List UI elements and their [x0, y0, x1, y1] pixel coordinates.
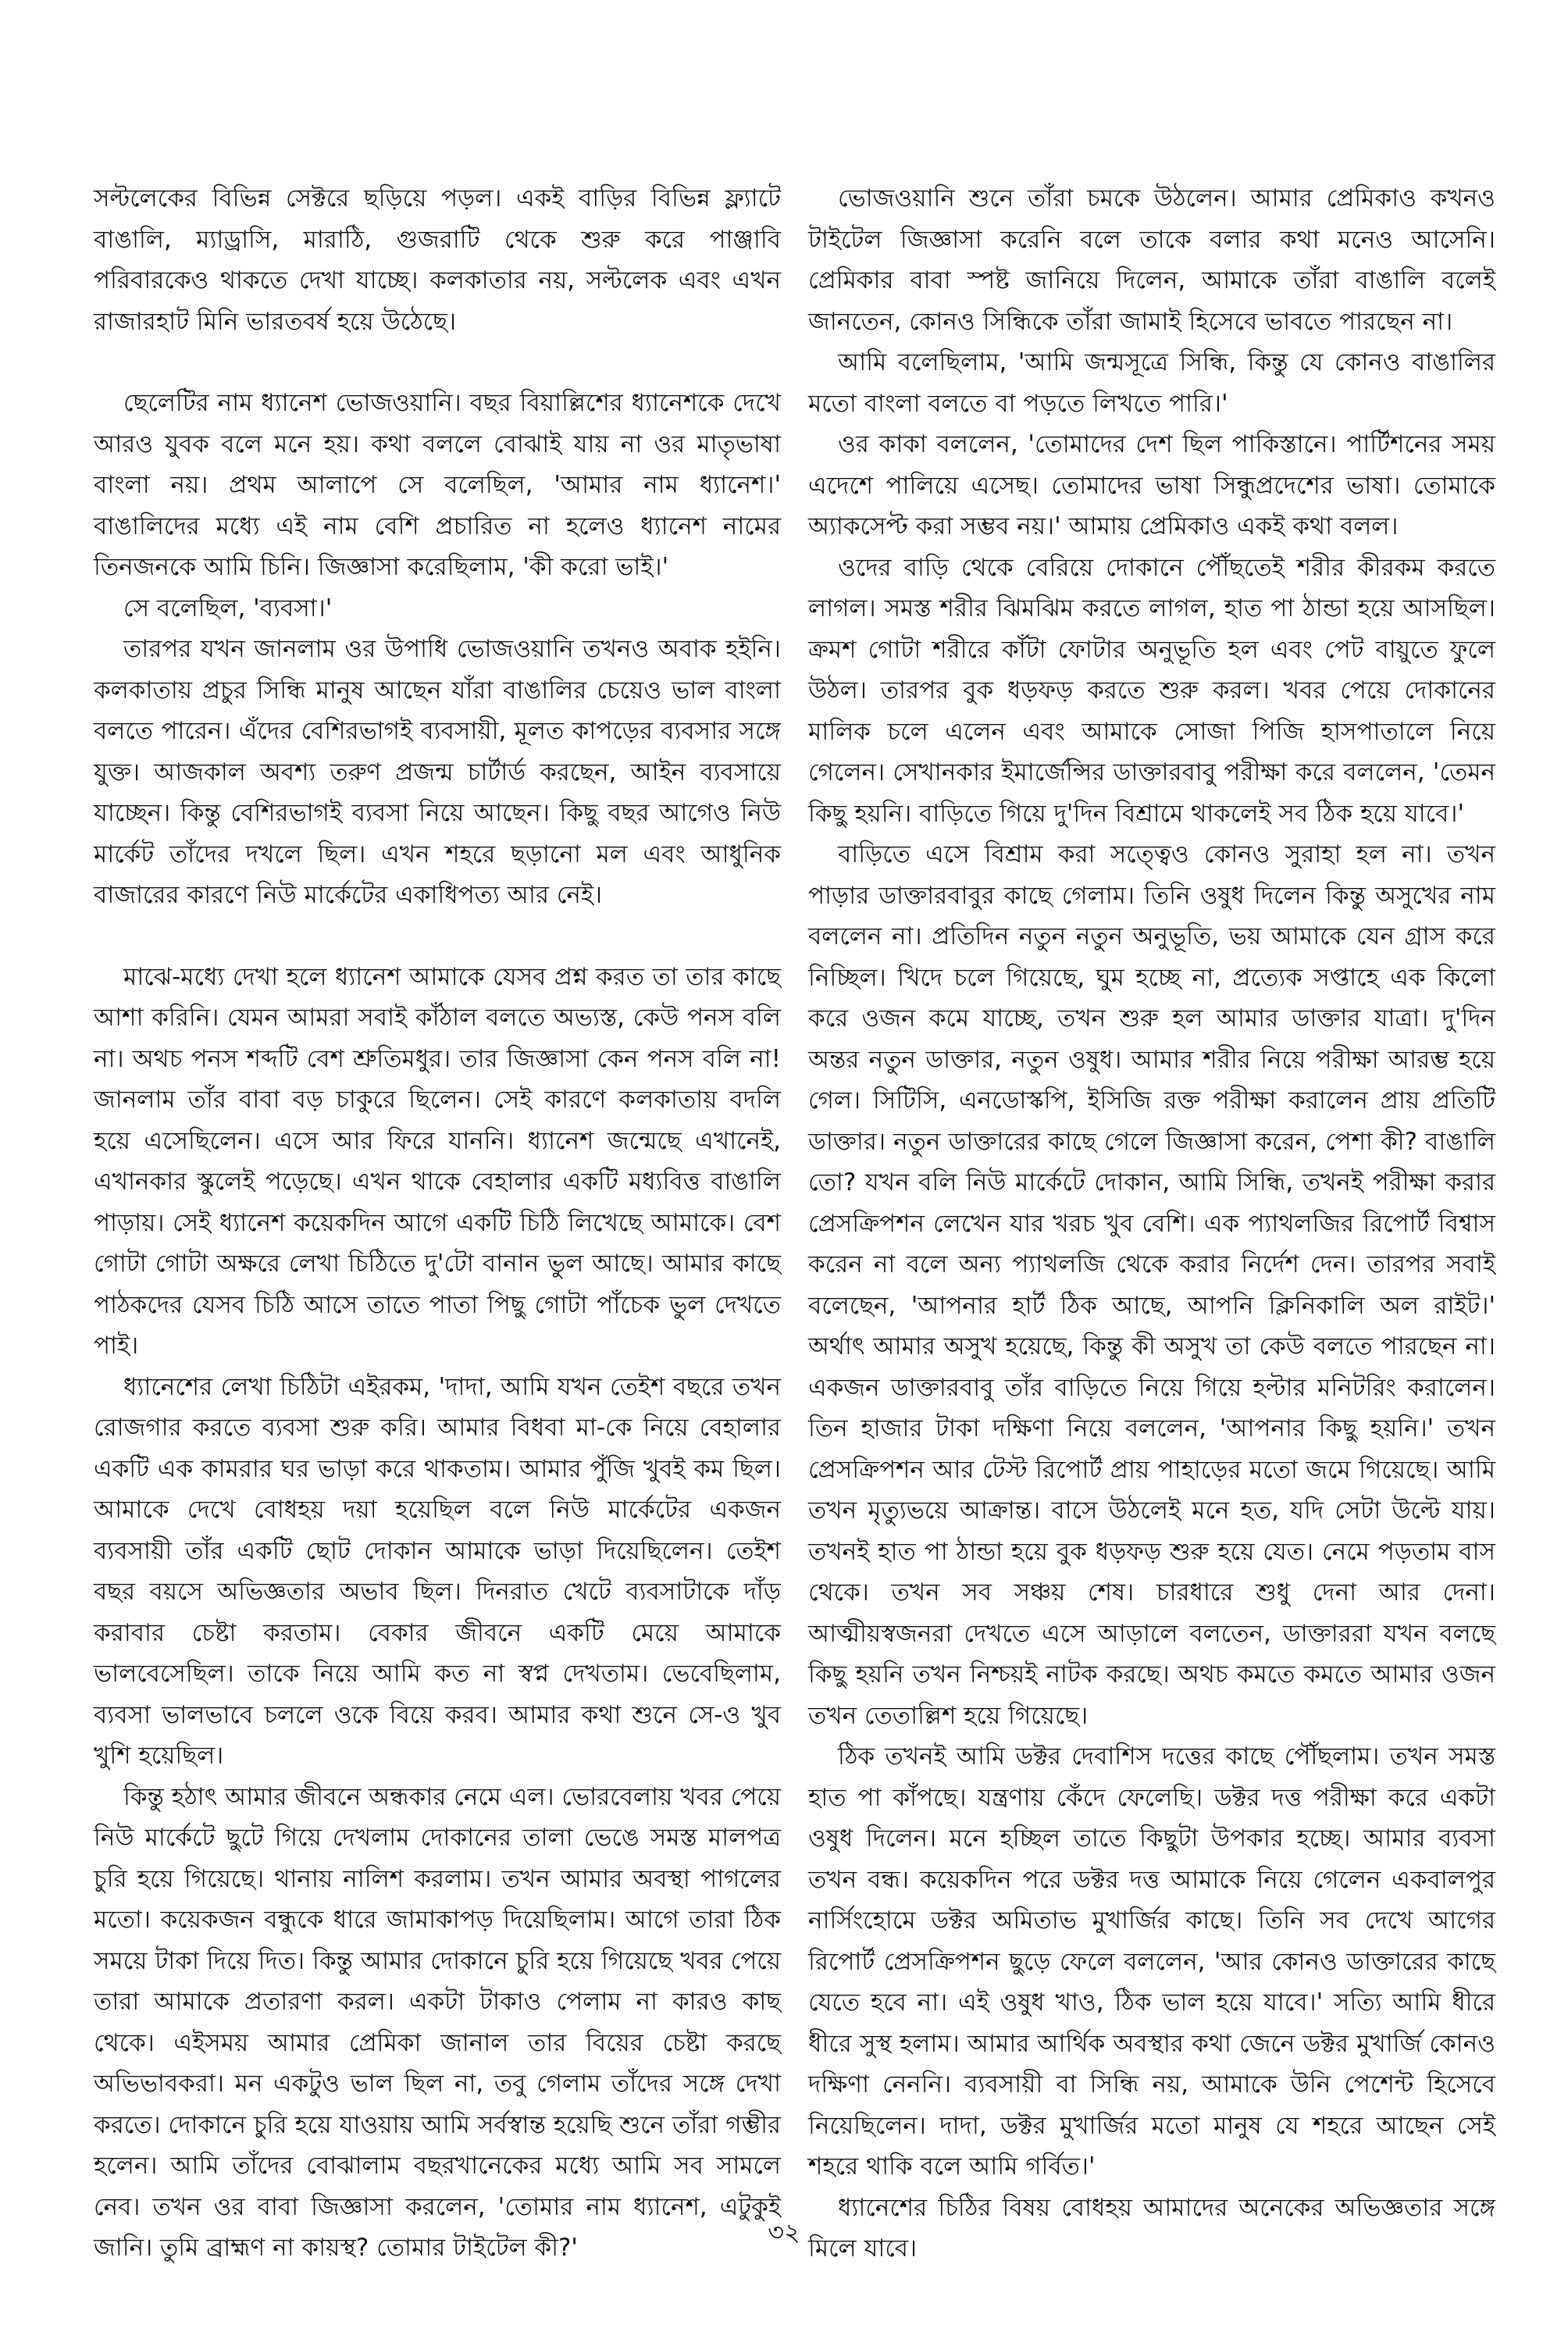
left-text-column	[94, 178, 781, 2269]
paragraph: বাড়িতে এসে বিশ্রাম করা সত্ত্বেও কোনও সুরাহা হল না। তখন পাড়ার ডাক্তারবাবুর কাছে গেলাম। তিনি ওষুধ দিলেন কিন্তু অসুখের নাম বললেন না। প্রতিদিন নতুন নতুন অনুভূতি, ভয় আমাকে যেন গ্রাস করে নিচ্ছিল। খিদে চলে গিয়েছে, ঘুম হচ্ছে না, প্রত্যেক সপ্তাহে এক কিলো করে ওজন কমে যাচ্ছে, তখন শুরু হল আমার ডাক্তার যাত্রা। দু'দিন অন্তর নতুন ডাক্তার, নতুন ওষুধ। আমার শরীর নিয়ে পরীক্ষা আরম্ভ হয়ে গেল। সিটিসি, এনডোস্কপি, ইসিজি রক্ত পরীক্ষা করালেন প্রায় প্রতিটি ডাক্তার। নতুন ডাক্তারের কাছে গেলে জিজ্ঞাসা করেন, পেশা কী? বাঙালি তো? যখন বলি নিউ মার্কেটে দোকান, আমি সিন্ধি, তখনই পরীক্ষা করার প্রেসক্রিপশন লেখেন যার খরচ খুব বেশি। এক প্যাথলজির রিপোর্ট বিশ্বাস করেন না বলে অন্য প্যাথলজি থেকে করার নির্দেশ দেন। তারপর সবাই বলেছেন, 'আপনার হার্ট ঠিক আছে, আপনি ক্লিনিকালি অল রাইট।' অর্থাৎ আমার অসুখ হয়েছে, কিন্তু কী অসুখ তা কেউ বলতে পারছেন না। একজন ডাক্তারবাবু তাঁর বাড়িতে নিয়ে গিয়ে হল্টার মনিটরিং করালেন। তিন হাজার টাকা দক্ষিণা নিয়ে বললেন, 'আপনার কিছু হয়নি।' তখন প্রেসক্রিপশন আর টেস্ট রিপোর্ট প্রায় পাহাড়ের মতো জমে গিয়েছে। আমি তখন মৃত্যুভয়ে আক্রান্ত। বাসে উঠলেই মনে হত, যদি সেটা উল্টে যায়। তখনই হাত পা ঠান্ডা হয়ে বুক ধড়ফড় শুরু হয়ে যেত। নেমে পড়তাম বাস থেকে। তখন সব সঞ্চয় শেষ। চারধারে শুধু দেনা আর দেনা। আত্মীয়স্বজনরা দেখতে এসে আড়ালে বলতেন, ডাক্তাররা যখন বলছে কিছু হয়নি তখন নিশ্চয়ই নাটক করছে। অথচ কমতে কমতে আমার ওজন তখন তেতাল্লিশ হয়ে গিয়েছে।	[808, 840, 1495, 1730]
page-number: ৩২	[768, 2217, 800, 2247]
paragraph: ধ্যানেশের লেখা চিঠিটা এইরকম, 'দাদা, আমি যখন তেইশ বছরে তখন রোজগার করতে ব্যবসা শুরু করি। আমার বিধবা মা-কে নিয়ে বেহালার একটি এক কামরার ঘর ভাড়া করে থাকতাম। আমার পুঁজি খুবই কম ছিল। আমাকে দেখে বোধহয় দয়া হয়েছিল বলে নিউ মার্কেটের একজন ব্যবসায়ী তাঁর একটি ছোট দোকান আমাকে ভাড়া দিয়েছিলেন। তেইশ বছর বয়সে অভিজ্ঞতার অভাব ছিল। দিনরাত খেটে ব্যবসাটাকে দাঁড় করাবার চেষ্টা করতাম। বেকার জীবনে একটি মেয়ে আমাকে ভালবেসেছিল। তাকে নিয়ে আমি কত না স্বপ্ন দেখতাম। ভেবেছিলাম, ব্যবসা ভালভাবে চললে ওকে বিয়ে করব। আমার কথা শুনে সে-ও খুব খুশি হয়েছিল।	[94, 1372, 781, 1770]
paragraph: সে বলেছিল, 'ব্যবসা।'	[123, 594, 333, 622]
paragraph: মাঝে-মধ্যে দেখা হলে ধ্যানেশ আমাকে যেসব প্রশ্ন করত তা তার কাছে আশা করিনি। যেমন আমরা সবাই কাঁঠাল বলতে অভ্যস্ত, কেউ পনস বলি না। অথচ পনস শব্দটি বেশ শ্রুতিমধুর। তার জিজ্ঞাসা কেন পনস বলি না! জানলাম তাঁর বাবা বড় চাকুরে ছিলেন। সেই কারণে কলকাতায় বদলি হয়ে এসেছিলেন। এসে আর ফিরে যাননি। ধ্যানেশ জন্মেছে এখানেই, এখানকার স্কুলেই পড়েছে। এখন থাকে বেহালার একটি মধ্যবিত্ত বাঙালি পাড়ায়। সেই ধ্যানেশ কয়েকদিন আগে একটি চিঠি লিখেছে আমাকে। বেশ গোটা গোটা অক্ষরে লেখা চিঠিতে দু'টো বানান ভুল আছে। আমার কাছে পাঠকদের যেসব চিঠি আসে তাতে পাতা পিছু গোটা পাঁচেক ভুল দেখতে পাই।	[94, 962, 781, 1360]
right-text-column	[808, 178, 1495, 2270]
paragraph: তারপর যখন জানলাম ওর উপাধি ভোজওয়ানি তখনও অবাক হইনি। কলকাতায় প্রচুর সিন্ধি মানুষ আছেন যাঁরা বাঙালির চেয়েও ভাল বাংলা বলতে পারেন। এঁদের বেশিরভাগই ব্যবসায়ী, মূলত কাপড়ের ব্যবসার সঙ্গে যুক্ত। আজকাল অবশ্য তরুণ প্রজন্ম চার্টার্ড করছেন, আইন ব্যবসায়ে যাচ্ছেন। কিন্তু বেশিরভাগই ব্যবসা নিয়ে আছেন। কিছু বছর আগেও নিউ মার্কেট তাঁদের দখলে ছিল। এখন শহরে ছড়ানো মল এবং আধুনিক বাজারের কারণে নিউ মার্কেটের একাধিপত্য আর নেই।	[94, 635, 781, 909]
paragraph: কিন্তু হঠাৎ আমার জীবনে অন্ধকার নেমে এল। ভোরবেলায় খবর পেয়ে নিউ মার্কেটে ছুটে গিয়ে দেখলাম দোকানের তালা ভেঙে সমস্ত মালপত্র চুরি হয়ে গিয়েছে। থানায় নালিশ করলাম। তখন আমার অবস্থা পাগলের মতো। কয়েকজন বন্ধুকে ধারে জামাকাপড় দিয়েছিলাম। আগে তারা ঠিক সময়ে টাকা দিয়ে দিত। কিন্তু আমার দোকানে চুরি হয়ে গিয়েছে খবর পেয়ে তারা আমাকে প্রতারণা করল। একটা টাকাও পেলাম না কারও কাছ থেকে। এইসময় আমার প্রেমিকা জানাল তার বিয়ের চেষ্টা করছে অভিভাবকরা। মন একটুও ভাল ছিল না, তবু গেলাম তাঁদের সঙ্গে দেখা করতে। দোকানে চুরি হয়ে যাওয়ায় আমি সর্বস্বান্ত হয়েছি শুনে তাঁরা গম্ভীর হলেন। আমি তাঁদের বোঝালাম বছরখানেকের মধ্যে আমি সব সামলে নেব। তখন ওর বাবা জিজ্ঞাসা করলেন, 'তোমার নাম ধ্যানেশ, এটুকুই জানি। তুমি ব্রাহ্মণ না কায়স্থ? তোমার টাইটেল কী?'	[94, 1782, 781, 2262]
paragraph: সল্টলেকের বিভিন্ন সেক্টরে ছড়িয়ে পড়ল। একই বাড়ির বিভিন্ন ফ্ল্যাটে বাঙালি, ম্যাড্রাসি, মারাঠি, গুজরাটি থেকে শুরু করে পাঞ্জাবি পরিবারকেও থাকতে দেখা যাচ্ছে। কলকাতার নয়, সল্টলেক এবং এখন রাজারহাট মিনি ভারতবর্ষ হয়ে উঠেছে।	[94, 184, 781, 336]
paragraph: আমি বলেছিলাম, 'আমি জন্মসূত্রে সিন্ধি, কিন্তু যে কোনও বাঙালির মতো বাংলা বলতে বা পড়তে লিখতে পারি।'	[808, 348, 1495, 418]
paragraph: ভোজওয়ানি শুনে তাঁরা চমকে উঠলেন। আমার প্রেমিকাও কখনও টাইটেল জিজ্ঞাসা করেনি বলে তাকে বলার কথা মনেও আসেনি। প্রেমিকার বাবা স্পষ্ট জানিয়ে দিলেন, আমাকে তাঁরা বাঙালি বলেই জানতেন, কোনও সিন্ধিকে তাঁরা জামাই হিসেবে ভাবতে পারছেন না।	[808, 184, 1495, 336]
paragraph: ওদের বাড়ি থেকে বেরিয়ে দোকানে পৌঁছতেই শরীর কীরকম করতে লাগল। সমস্ত শরীর ঝিমঝিম করতে লাগল, হাত পা ঠান্ডা হয়ে আসছিল। ক্রমশ গোটা শরীরে কাঁটা ফোটার অনুভূতি হল এবং পেট বায়ুতে ফুলে উঠল। তারপর বুক ধড়ফড় করতে শুরু করল। খবর পেয়ে দোকানের মালিক চলে এলেন এবং আমাকে সোজা পিজি হাসপাতালে নিয়ে গেলেন। সেখানকার ইমার্জেন্সির ডাক্তারবাবু পরীক্ষা করে বললেন, 'তেমন কিছু হয়নি। বাড়িতে গিয়ে দু'দিন বিশ্রামে থাকলেই সব ঠিক হয়ে যাবে।'	[808, 553, 1495, 828]
paragraph: ছেলেটির নাম ধ্যানেশ ভোজওয়ানি। বছর বিয়াল্লিশের ধ্যানেশকে দেখে আরও যুবক বলে মনে হয়। কথা বললে বোঝাই যায় না ওর মাতৃভাষা বাংলা নয়। প্রথম আলাপে সে বলেছিল, 'আমার নাম ধ্যানেশ।' বাঙালিদের মধ্যে এই নাম বেশি প্রচারিত না হলেও ধ্যানেশ নামের তিনজনকে আমি চিনি। জিজ্ঞাসা করেছিলাম, 'কী করো ভাই।'	[94, 389, 781, 581]
paragraph: ধ্যানেশের চিঠির বিষয় বোধহয় আমাদের অনেকের অভিজ্ঞতার সঙ্গে মিলে যাবে।	[808, 2193, 1495, 2263]
paragraph: ঠিক তখনই আমি ডক্টর দেবাশিস দত্তের কাছে পৌঁছলাম। তখন সমস্ত হাত পা কাঁপছে। যন্ত্রণায় কেঁদে ফেলেছি। ডক্টর দত্ত পরীক্ষা করে একটা ওষুধ দিলেন। মনে হচ্ছিল তাতে কিছুটা উপকার হচ্ছে। আমার ব্যবসা তখন বন্ধ। কয়েকদিন পরে ডক্টর দত্ত আমাকে নিয়ে গেলেন একবালপুর নার্সিংহোমে ডক্টর অমিতাভ মুখার্জির কাছে। তিনি সব দেখে আগের রিপোর্ট প্রেসক্রিপশন ছুড়ে ফেলে বললেন, 'আর কোনও ডাক্তারের কাছে যেতে হবে না। এই ওষুধ খাও, ঠিক ভাল হয়ে যাবে।' সত্যি আমি ধীরে ধীরে সুস্থ হলাম। আমার আর্থিক অবস্থার কথা জেনে ডক্টর মুখার্জি কোনও দক্ষিণা নেননি। ব্যবসায়ী বা সিন্ধি নয়, আমাকে উনি পেশেন্ট হিসেবে নিয়েছিলেন। দাদা, ডক্টর মুখার্জির মতো মানুষ যে শহরে আছেন সেই শহরে থাকি বলে আমি গর্বিত।'	[808, 1742, 1495, 2181]
paragraph: ওর কাকা বললেন, 'তোমাদের দেশ ছিল পাকিস্তানে। পার্টিশনের সময় এদেশে পালিয়ে এসেছ। তোমাদের ভাষা সিন্ধুপ্রদেশের ভাষা। তোমাকে অ্যাকসেপ্ট করা সম্ভব নয়।' আমায় প্রেমিকাও একই কথা বলল।	[808, 430, 1495, 540]
